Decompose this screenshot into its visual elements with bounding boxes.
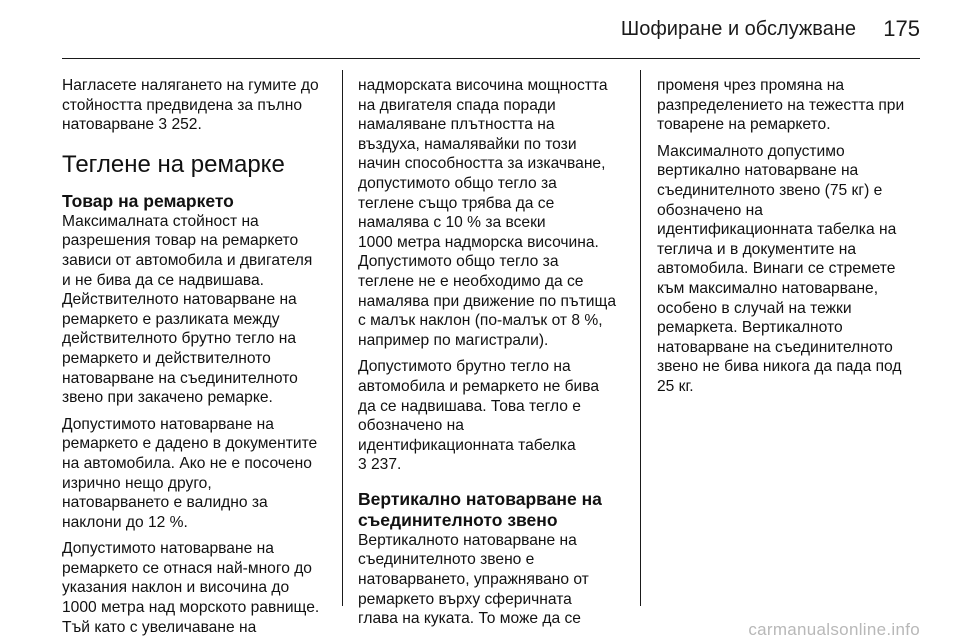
text-column-1 xyxy=(62,76,326,644)
column-divider xyxy=(342,70,343,606)
paragraph: Максималното допустимо вертикално натоварване на съединителното звено (75 кг) е обозначено на идентификационната табелка на теглича и в документите на автомобила. Винаги се стремете към максимално натоварване, особено в случай на тежки ремаркета. Вертикалното натоварване на съединителното звено не бива никога да пада под 25 кг. xyxy=(657,142,902,395)
paragraph: Допустимото натоварване на ремаркето е дадено в документите на автомобила. Ако не е посочено изрично нещо друго, натоварването е валидно за наклони до 12 %. xyxy=(62,415,318,531)
subsection-title: Товар на ремаркето xyxy=(62,190,234,211)
text-column-2 xyxy=(358,76,622,636)
paragraph: Вертикалното натоварване на съединителното звено е натоварването, упражнявано от ремаркето върху сферичната глава на куката. То може да се xyxy=(358,531,589,628)
watermark: carmanualsonline.info xyxy=(748,620,920,639)
paragraph: Максималната стойност на разрешения товар на ремаркето зависи от автомобила и двигателя и не бива да се надвишава. Действителното натоварване на ремаркето е разликата между действителното брутно тегло на ремаркето и действителното натоварване на съединителното звено при закачено ремарке. xyxy=(62,212,313,407)
paragraph: надморската височина мощността на двигателя спада поради намаляване плътността на въздуха, намалявайки по този начин способността за изкачване, допустимото общо тегло за теглене също трябва да се намалява с 10 % за всеки 1000 метра надморска височина. Допустимото общо тегло за теглене не е необходимо да се намалява при движение по пътища с малък наклон (по-малък от 8 %, например по магистрали). xyxy=(358,77,617,349)
intro-paragraph: Нагласете налягането на гумите до стойността предвидена за пълно натоварване 3 252. xyxy=(62,77,319,134)
chapter-title: Шофиране и обслужване xyxy=(620,18,856,40)
column-divider xyxy=(640,70,641,606)
paragraph: Допустимото брутно тегло на автомобила и ремаркето не бива да се надвишава. Това тегло е обозначено на идентификационната табелка 3 237. xyxy=(358,358,600,474)
text-column-3 xyxy=(657,76,921,404)
page-number: 175 xyxy=(883,16,920,41)
section-title: Теглене на ремарке xyxy=(62,150,285,178)
paragraph: променя чрез промяна на разпределението на тежестта при товарене на ремаркето. xyxy=(657,77,905,134)
header-rule xyxy=(62,58,920,59)
subsection-title: Вертикално натоварване на съединителното звено xyxy=(358,488,602,530)
paragraph: Допустимото натоварване на ремаркето се отнася най-много до указания наклон и височина до 1000 метра над морското равнище. Тъй като с увеличаване на xyxy=(62,540,320,636)
